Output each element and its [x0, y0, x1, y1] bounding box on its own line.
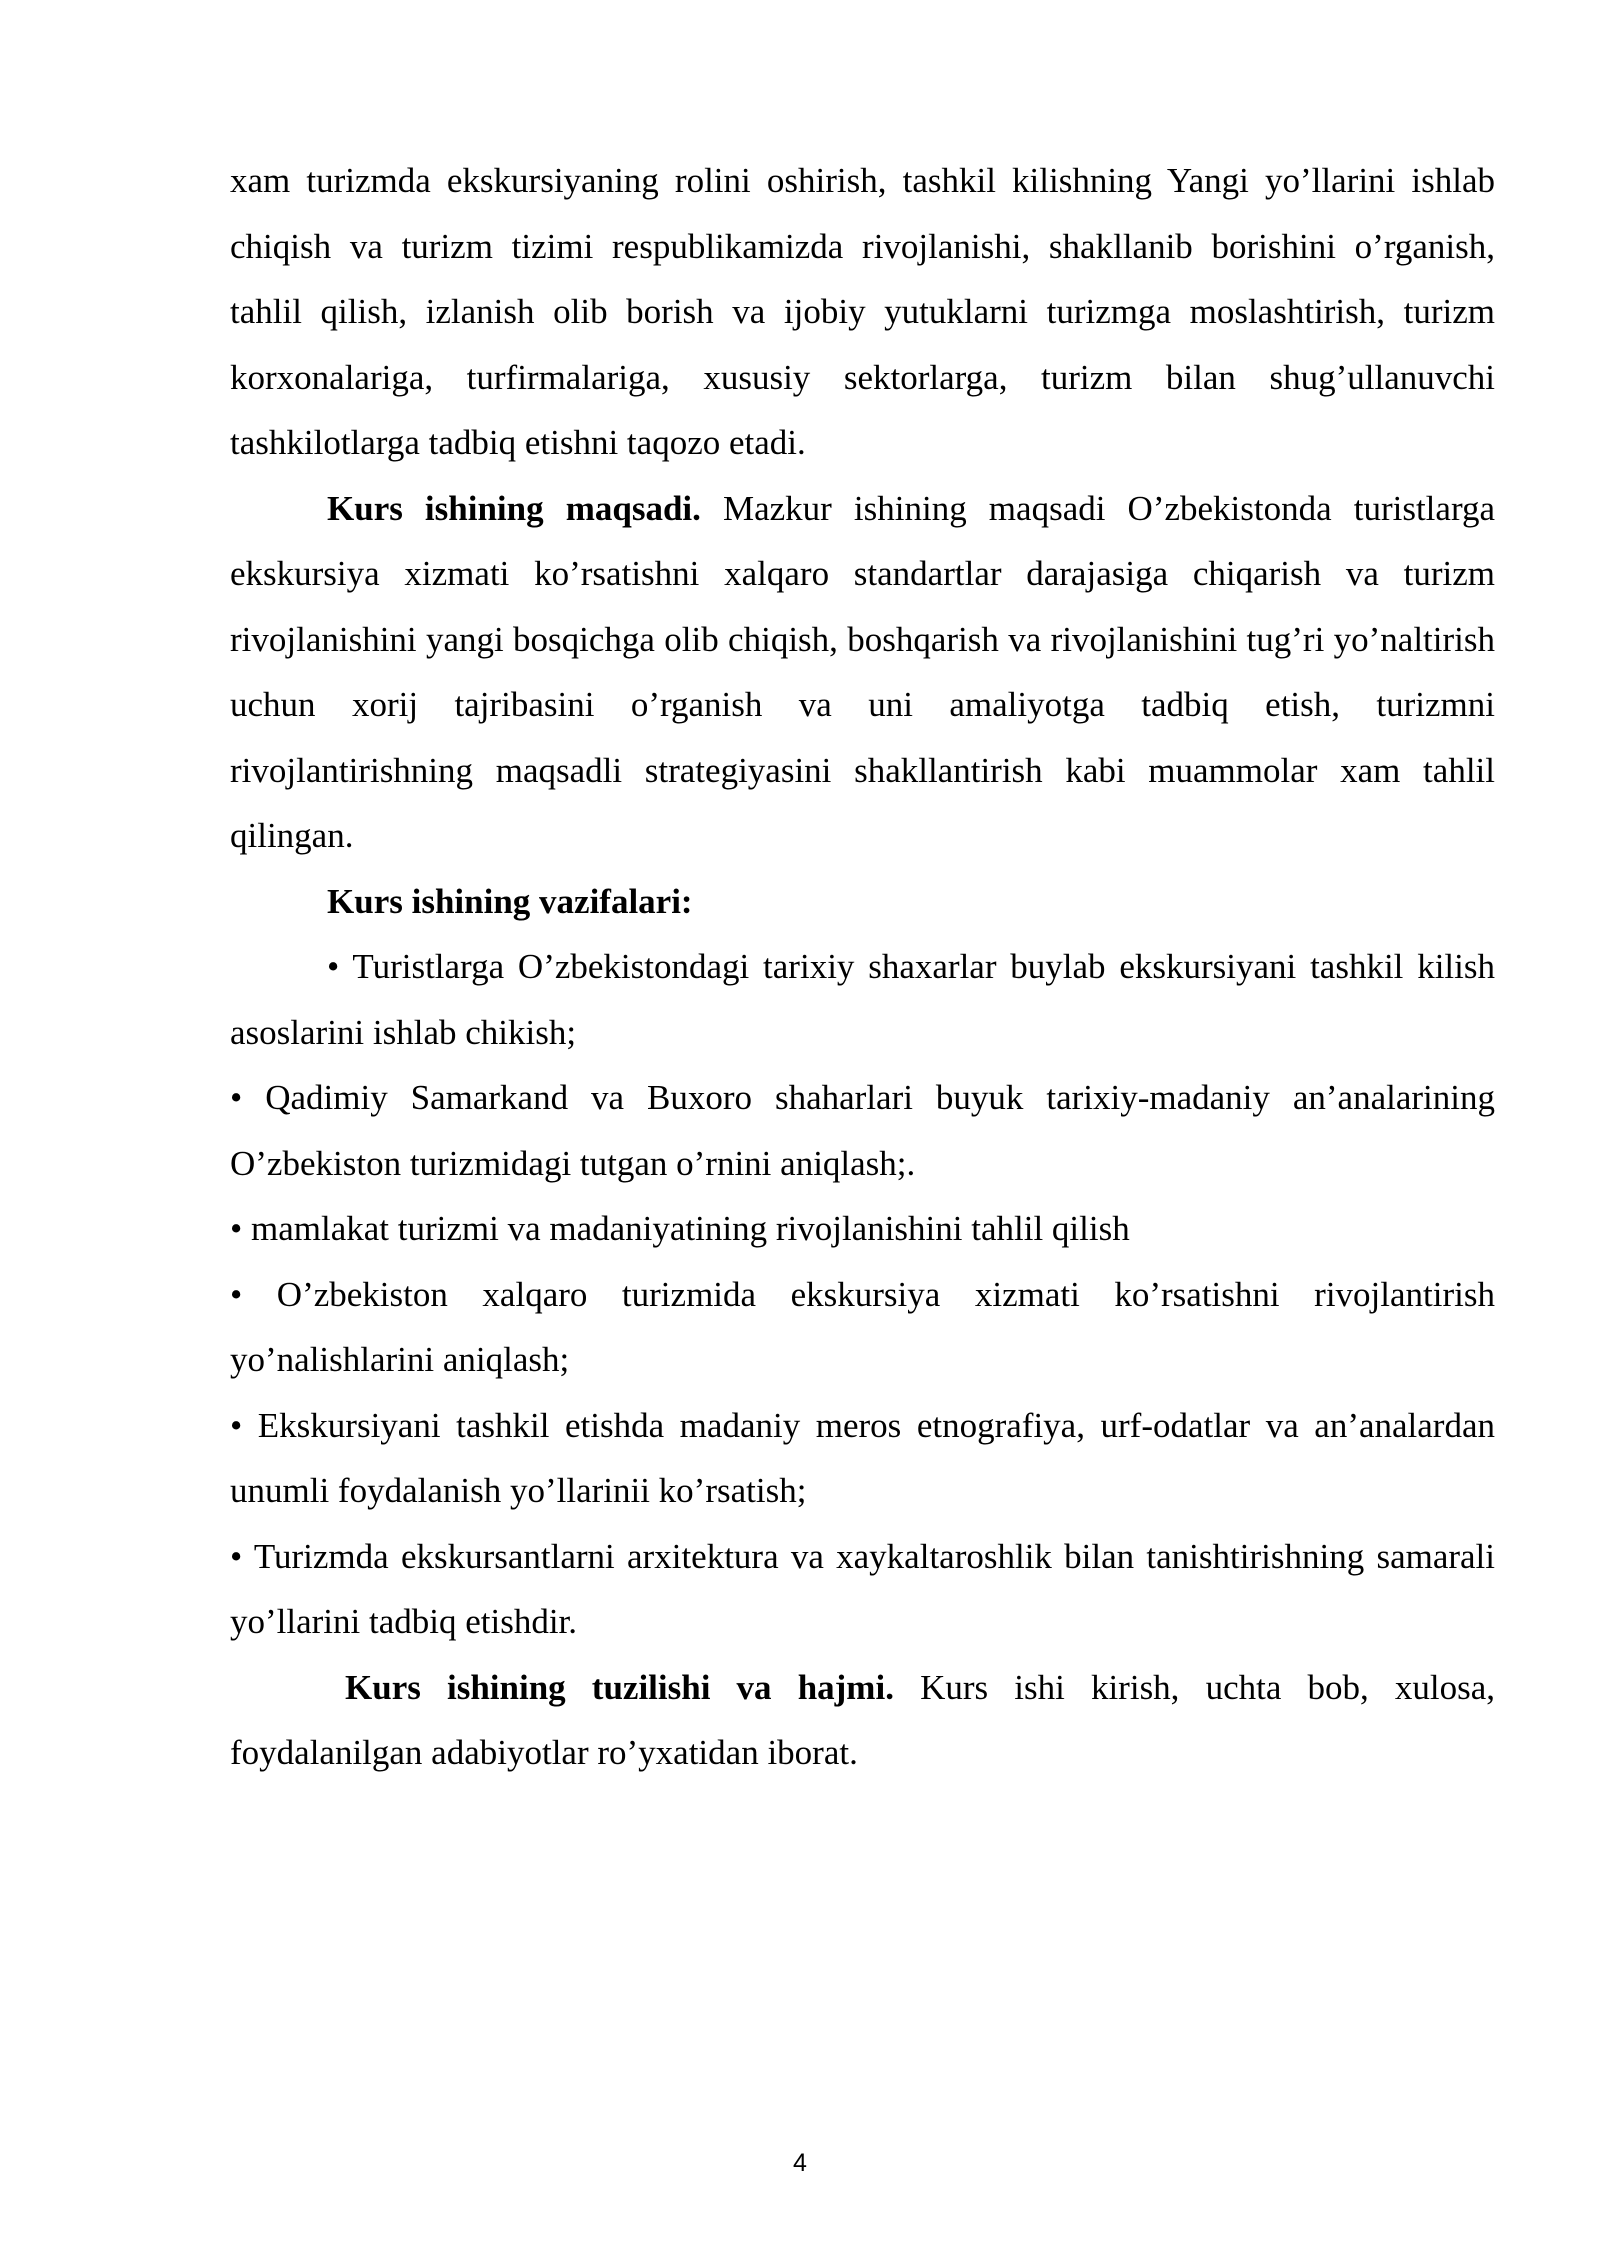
task-item-4: • O’zbekiston xalqaro turizmida ekskursiya xizmati ko’rsatishni rivojlantirish yo’nalishlarini aniqlash;: [230, 1274, 1495, 1379]
tasks-heading: Kurs ishining vazifalari:: [327, 881, 693, 921]
task-item-3: • mamlakat turizmi va madaniyatining rivojlanishini tahlil qilish: [230, 1209, 1130, 1248]
intro-paragraph: xam turizmda ekskursiyaning rolini oshirish, tashkil kilishning Yangi yo’llarini ishlab chiqish va turizm tizimi respublikamizda rivojlanishi, shakllanib borishini o’rganish, tahlil qilish, izlanish olib borish va ijobiy yutuklarni turizmga moslashtirish, turizm korxonalariga, turfirmalariga, xususiy sektorlarga, turizm bilan shug’ullanuvchi tashkilotlarga tadbiq etishni taqozo etadi.: [230, 161, 1495, 462]
goal-text: Mazkur ishining maqsadi O’zbekistonda turistlarga ekskursiya xizmati ko’rsatishni xalqaro standartlar darajasiga chiqarish va turizm rivojlanishini yangi bosqichga olib chiqish, boshqarish va rivojlanishini tug’ri yo’naltirish uchun xorij tajribasini o’rganish va uni amaliyotga tadbiq etish, turizmni rivojlantirishning maqsadli strategiyasini shakllantirish kabi muammolar xam tahlil qilingan.: [230, 488, 1495, 855]
task-item-5: • Ekskursiyani tashkil etishda madaniy meros etnografiya, urf-odatlar va an’analardan unumli foydalanish yo’llarinii ko’rsatish;: [230, 1405, 1495, 1510]
document-page: [230, 148, 1495, 1786]
goal-heading: Kurs ishining maqsadi.: [327, 488, 701, 528]
structure-paragraph: [230, 1655, 1495, 1786]
task-item-2: • Qadimiy Samarkand va Buxoro shaharlari buyuk tarixiy-madaniy an’analarining O’zbekiston turizmidagi tutgan o’rnini aniqlash;.: [230, 1078, 1495, 1183]
structure-heading: Kurs ishining tuzilishi va hajmi.: [345, 1667, 894, 1707]
page-number: 4: [793, 2149, 807, 2177]
task-item-6: • Turizmda ekskursantlarni arxitektura va xaykaltaroshlik bilan tanishtirishning samarali yo’llarini tadbiq etishdir.: [230, 1536, 1495, 1641]
task-item-1: • Turistlarga O’zbekistondagi tarixiy shaxarlar buylab ekskursiyani tashkil kilish asoslarini ishlab chikish;: [230, 947, 1495, 1052]
structure-text: Kurs ishi kirish, uchta bob, xulosa, foydalanilgan adabiyotlar ro’yxatidan iborat.: [230, 1667, 1495, 1772]
goal-paragraph: [230, 476, 1495, 869]
